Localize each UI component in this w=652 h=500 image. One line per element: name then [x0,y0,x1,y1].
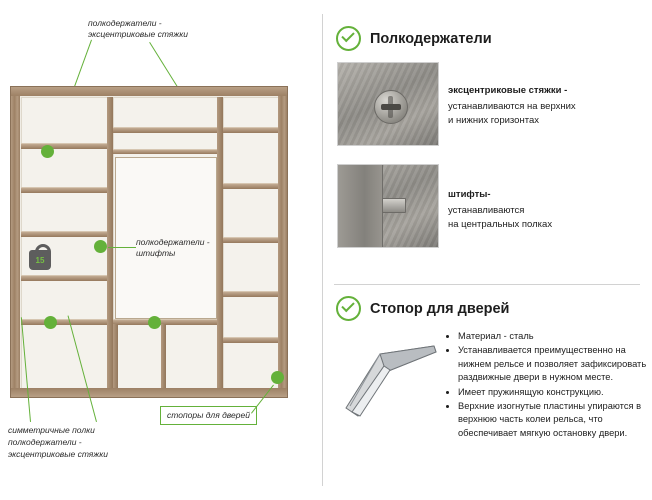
bullet-item: • Материал - сталь [458,330,652,343]
caption-text-cam-locks-line2: и нижних горизонтах [448,115,539,126]
shelf-left-1 [21,143,107,149]
vertical-divider-center-lower [113,324,118,389]
shelf-pin-photo [337,164,439,248]
shelf-left-3 [21,231,107,237]
load-capacity-value: 15 [35,256,45,265]
section-title-shelf-supports: Полкодержатели [370,30,492,47]
shelf-right-3 [223,237,279,243]
caption-text-pins [448,204,648,232]
load-capacity-icon [29,244,51,270]
door-stopper-svg [340,336,440,424]
cam-lock-icon [374,90,408,124]
callout-dot-5[interactable] [271,371,284,384]
callout-dot-4[interactable] [148,316,161,329]
leader-line-middle [108,247,136,248]
shelf-right-1 [223,127,279,133]
shelf-center-top [113,127,217,133]
caption-title-cam-locks: эксцентриковые стяжки - [448,85,568,96]
shelf-right-2 [223,183,279,189]
callout-label-top-line1: полкодержатели - [88,18,162,28]
shelf-right-5 [223,337,279,343]
bullet-item: • Верхние изогнутые пластины упираются в верхнюю часть колеи рельса, что обеспечивает мягкую остановку двери. [458,400,652,440]
caption-text-cam-locks-line1: устанавливаются на верхних [448,101,576,112]
vertical-separator [322,14,323,486]
callout-dot-1[interactable] [41,145,54,158]
caption-title-pins: штифты- [448,189,491,200]
carcass-top [11,87,287,96]
door-stopper-illustration [340,336,440,424]
leader-line-top-left [72,40,92,93]
callout-label-middle-line1: полкодержатели - [136,237,210,247]
callout-label-bottom-left-line3: эксцентриковые стяжки [8,449,108,459]
carcass-bottom [11,388,287,397]
door-stopper-bullet-list [446,330,652,441]
shelf-right-4 [223,291,279,297]
callout-label-bottom-left-line1: симметричные полки [8,425,95,435]
callout-label-top [88,18,188,40]
callout-label-bottom-left [8,424,108,460]
bullet-item: • Имеет пружинящую конструкцию. [458,386,652,399]
wardrobe-diagram-panel [0,0,322,500]
caption-text-cam-locks [448,100,648,128]
callout-dot-2[interactable] [94,240,107,253]
hanging-rail-center [113,149,217,154]
caption-text-pins-line2: на центральных полках [448,219,553,230]
carcass-side-right [278,87,287,397]
carcass-side-left [11,87,20,397]
callout-label-middle-line2: штифты [136,248,176,258]
cam-lock-photo [337,62,439,146]
caption-text-pins-line1: устанавливаются [448,205,525,216]
vertical-divider-center-lower-2 [161,324,166,389]
callout-dot-3[interactable] [44,316,57,329]
bullet-item: • Устанавливается преимущественно на нижнем рельсе и позволяет зафиксировать раздвижные двери в нужном месте. [458,344,652,384]
shelf-left-2 [21,187,107,193]
right-column-backing [223,97,281,391]
callout-label-bottom-left-line2: полкодержатели - [8,437,82,447]
shelf-pin-icon [382,198,406,213]
section-title-door-stopper: Стопор для дверей [370,300,510,317]
section-header-door-stopper [336,296,509,321]
callout-label-door-stoppers: стопоры для дверей [160,406,257,425]
shelf-pin-plate [338,165,383,247]
shelf-left-5 [21,319,107,325]
check-circle-icon-2 [336,296,361,321]
section-header-shelf-supports [336,26,492,51]
shelf-left-4 [21,275,107,281]
callout-label-middle [136,237,210,259]
check-circle-icon [336,26,361,51]
callout-label-top-line2: эксцентриковые стяжки [88,29,188,39]
